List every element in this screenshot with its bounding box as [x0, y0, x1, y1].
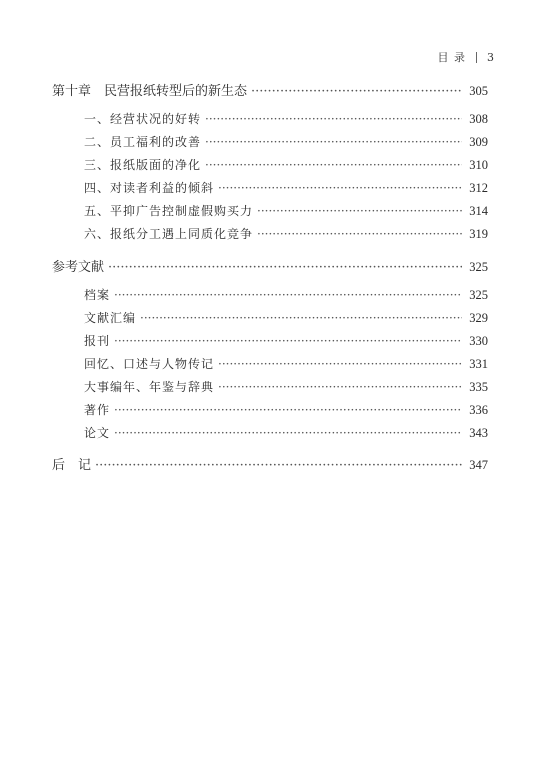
toc-entry-page: 325 [469, 288, 488, 302]
toc-entry-page: 325 [469, 260, 488, 274]
toc-entry-section[interactable] [84, 401, 488, 421]
toc-dot-leader [114, 403, 462, 417]
running-head-separator [476, 52, 477, 63]
toc-dot-leader [140, 311, 462, 325]
toc-entry-page: 330 [469, 334, 488, 348]
toc-entry-chapter[interactable] [52, 256, 488, 276]
toc-entry-page: 343 [469, 426, 488, 440]
toc-dot-leader [257, 204, 462, 218]
toc-entry-page: 331 [469, 357, 488, 371]
toc-entry-section[interactable] [84, 179, 488, 199]
toc-entry-page: 329 [469, 311, 488, 325]
toc-entry-title: 一、经营状况的好转 [84, 112, 202, 126]
toc-entry-title: 著作 [84, 403, 111, 417]
toc-dot-leader [114, 334, 462, 348]
toc-entry-section[interactable] [84, 202, 488, 222]
toc-dot-leader [257, 227, 462, 241]
toc-entry-section[interactable] [84, 355, 488, 375]
toc-dot-leader [95, 458, 462, 473]
toc-entry-title: 大事编年、年鉴与辞典 [84, 380, 215, 394]
toc-entry-title: 论文 [84, 426, 111, 440]
toc-dot-leader [251, 84, 462, 99]
toc-entry-section[interactable] [84, 378, 488, 398]
toc-entry-page: 347 [469, 458, 488, 472]
toc-dot-leader [114, 426, 462, 440]
toc-entry-section[interactable] [84, 225, 488, 245]
toc-entry-page: 336 [469, 403, 488, 417]
toc-entry-title: 后 记 [52, 458, 92, 473]
toc-entry-chapter[interactable] [52, 80, 488, 100]
running-head-page-number: 3 [487, 50, 495, 64]
toc-entry-title: 参考文献 [52, 260, 105, 275]
toc-entry-page: 314 [469, 204, 488, 218]
toc-entry-title: 档案 [84, 288, 111, 302]
toc-entry-title: 五、平抑广告控制虚假购买力 [84, 204, 254, 218]
toc-entry-title: 六、报纸分工遇上同质化竞争 [84, 227, 254, 241]
toc-entry-page: 305 [469, 84, 488, 98]
toc-entry-section[interactable] [84, 286, 488, 306]
toc-dot-leader [114, 288, 462, 302]
toc-entry-title: 报刊 [84, 334, 111, 348]
running-head-label: 目 录 [437, 51, 466, 64]
toc-entry-page: 308 [469, 112, 488, 126]
toc-entry-section[interactable] [84, 424, 488, 444]
toc-dot-leader [205, 158, 462, 172]
toc-dot-leader [205, 112, 462, 126]
toc-dot-leader [218, 380, 462, 394]
toc-entry-title: 第十章 民营报纸转型后的新生态 [52, 84, 248, 99]
toc-entry-title: 三、报纸版面的净化 [84, 158, 202, 172]
toc-dot-leader [218, 357, 462, 371]
toc-entry-section[interactable] [84, 332, 488, 352]
toc-entry-page: 312 [469, 181, 488, 195]
toc-entry-title: 文献汇编 [84, 311, 137, 325]
toc-entry-section[interactable] [84, 110, 488, 130]
toc-entry-title: 回忆、口述与人物传记 [84, 357, 215, 371]
toc-entry-page: 309 [469, 135, 488, 149]
toc-entry-section[interactable] [84, 156, 488, 176]
toc-entry-page: 319 [469, 227, 488, 241]
running-head [438, 49, 496, 65]
toc-dot-leader [205, 135, 462, 149]
toc-entry-section[interactable] [84, 133, 488, 153]
toc-dot-leader [218, 181, 462, 195]
toc-entry-page: 335 [469, 380, 488, 394]
toc-entry-title: 二、员工福利的改善 [84, 135, 202, 149]
toc-entry-section[interactable] [84, 309, 488, 329]
toc-dot-leader [108, 260, 462, 275]
toc-entry-chapter[interactable] [52, 454, 488, 474]
toc-entry-page: 310 [469, 158, 488, 172]
toc-entry-title: 四、对读者利益的倾斜 [84, 181, 215, 195]
